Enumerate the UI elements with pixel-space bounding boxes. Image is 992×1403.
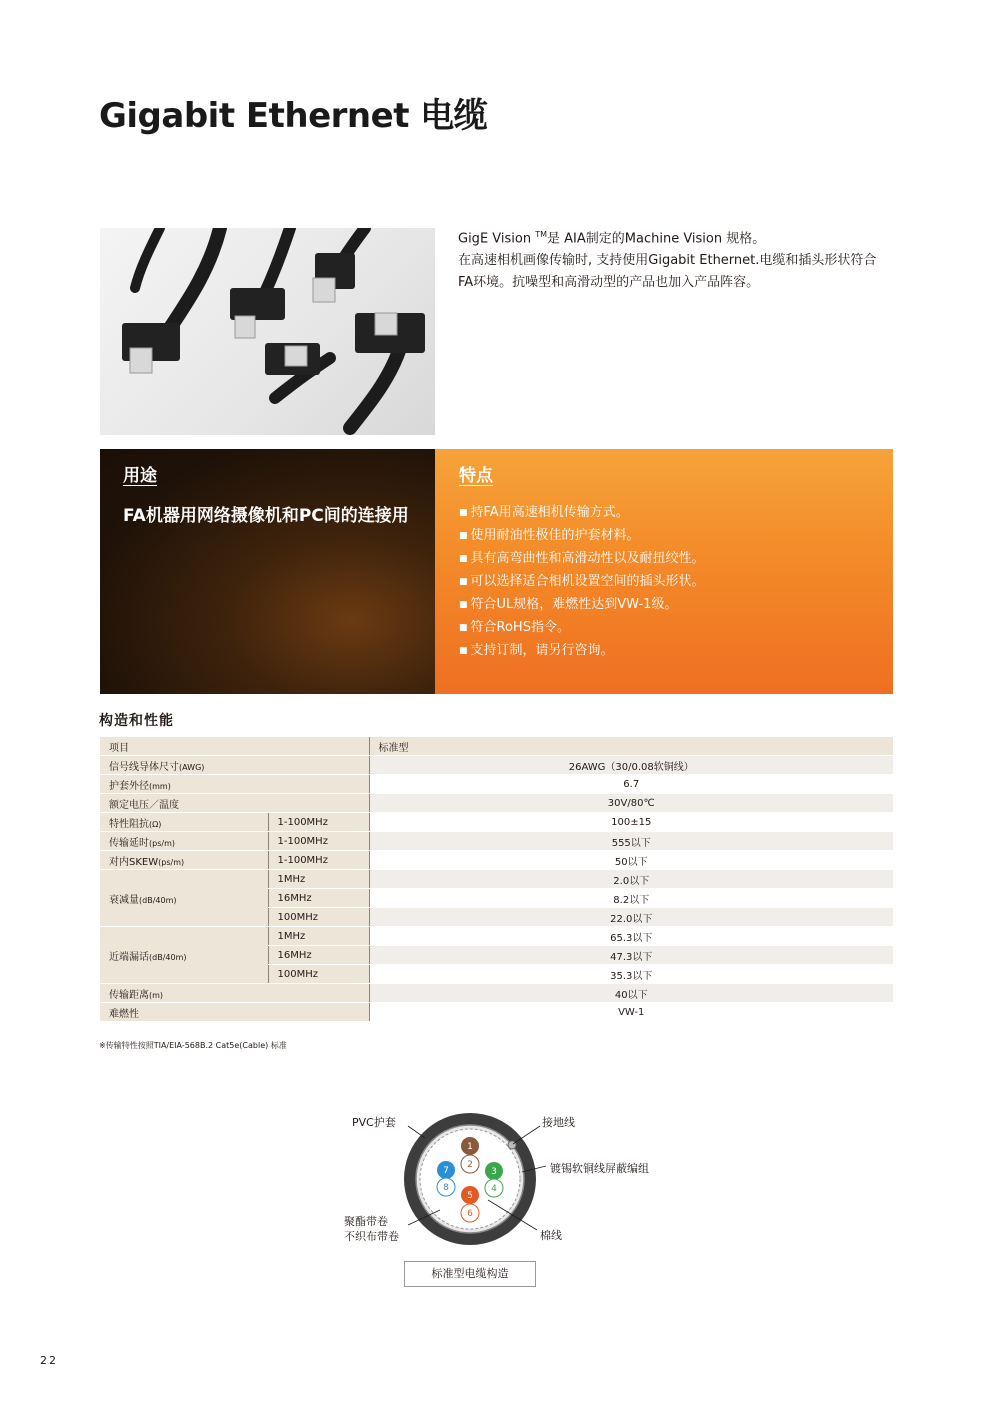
header-item: 项目 — [100, 737, 369, 756]
row-label-text: 衰减量 — [109, 894, 139, 906]
row-value: 555以下 — [369, 832, 893, 851]
diagram-caption: 标准型电缆构造 — [404, 1261, 536, 1287]
row-unit: (mm) — [149, 781, 171, 791]
label-ground-wire: 接地线 — [542, 1116, 575, 1129]
page-title: Gigabit Ethernet 电缆 — [99, 96, 488, 136]
row-label-text: 信号线导体尺寸 — [109, 761, 179, 773]
spec-table — [100, 737, 893, 1022]
table-row — [100, 984, 893, 1003]
row-condition: 100MHz — [268, 965, 369, 984]
feature-item: ■ 符合RoHS指令。 — [459, 617, 705, 640]
row-label: 难燃性 — [100, 1003, 369, 1022]
row-value: 30V/80℃ — [369, 794, 893, 813]
row-label — [100, 813, 268, 832]
row-value: 26AWG（30/0.08软铜线） — [369, 756, 893, 775]
row-condition: 16MHz — [268, 946, 369, 965]
row-label-text: 传输延时 — [109, 837, 149, 849]
row-unit: (m) — [149, 990, 164, 1000]
table-row — [100, 794, 893, 813]
row-label-text: 特性阻抗 — [109, 818, 149, 830]
table-footnote: ※传输特性按照TIA/EIA-568B.2 Cat5e(Cable) 标准 — [99, 1041, 287, 1050]
row-value: 22.0以下 — [369, 908, 893, 927]
row-label — [100, 870, 268, 927]
row-label — [100, 851, 268, 870]
wire-1-label: 1 — [467, 1142, 473, 1152]
row-value: 47.3以下 — [369, 946, 893, 965]
cable-product-photo — [100, 228, 435, 435]
row-label-text: 传输距离 — [109, 989, 149, 1001]
row-condition: 1MHz — [268, 927, 369, 946]
row-label — [100, 775, 369, 794]
table-row — [100, 927, 893, 946]
row-value: 65.3以下 — [369, 927, 893, 946]
row-condition: 100MHz — [268, 908, 369, 927]
label-pvc-jacket: PVC护套 — [352, 1116, 396, 1129]
intro-text — [458, 224, 888, 294]
row-label — [100, 984, 369, 1003]
table-row — [100, 756, 893, 775]
feature-item: ■ 符合UL规格，难燃性达到VW-1级。 — [459, 594, 705, 617]
row-label-text: 对内SKEW — [109, 856, 159, 868]
row-value: 6.7 — [369, 775, 893, 794]
row-condition: 16MHz — [268, 889, 369, 908]
row-label — [100, 756, 369, 775]
row-unit: (dB/40m) — [149, 952, 187, 962]
row-value: 8.2以下 — [369, 889, 893, 908]
row-condition: 1-100MHz — [268, 813, 369, 832]
feature-item: ■ 可以选择适合相机设置空间的插头形状。 — [459, 571, 705, 594]
row-label — [100, 927, 268, 984]
page-number: 22 — [40, 1354, 58, 1367]
usage-panel — [100, 449, 435, 694]
row-condition: 1-100MHz — [268, 832, 369, 851]
table-row — [100, 1003, 893, 1022]
wire-4-label: 4 — [491, 1184, 497, 1194]
table-row — [100, 775, 893, 794]
wire-6-label: 6 — [467, 1209, 473, 1219]
row-value: 40以下 — [369, 984, 893, 1003]
wire-7-label: 7 — [443, 1166, 449, 1176]
row-label-text: 近端漏话 — [109, 951, 149, 963]
row-value: VW-1 — [369, 1003, 893, 1022]
header-standard: 标准型 — [369, 737, 893, 756]
label-polyester-tape: 聚酯带卷 — [344, 1215, 388, 1228]
row-unit: (ps/m) — [149, 838, 175, 848]
ground-wire-shape — [508, 1141, 516, 1149]
label-shield-braid: 镀锡软铜线屏蔽编组 — [550, 1162, 649, 1175]
intro-line-2: 在高速相机画像传输时, 支持使用Gigabit Ethernet.电缆和插头形状符合FA环境。抗噪型和高滑动型的产品也加入产品阵容。 — [458, 253, 877, 291]
row-condition: 1MHz — [268, 870, 369, 889]
row-unit: (ps/m) — [158, 857, 185, 867]
cable-photo-illustration — [100, 228, 435, 435]
row-value: 50以下 — [369, 851, 893, 870]
row-label — [100, 832, 268, 851]
features-heading: 特点 — [459, 466, 493, 486]
feature-item: ■ 支持订制，请另行咨询。 — [459, 640, 705, 663]
features-panel — [435, 449, 893, 694]
usage-heading: 用途 — [123, 466, 157, 486]
table-header-row — [100, 737, 893, 756]
label-nonwoven-tape: 不织布带卷 — [344, 1230, 399, 1243]
row-condition: 1-100MHz — [268, 851, 369, 870]
row-value: 2.0以下 — [369, 870, 893, 889]
wire-2-label: 2 — [467, 1160, 473, 1170]
row-value: 35.3以下 — [369, 965, 893, 984]
wire-5-label: 5 — [467, 1191, 473, 1201]
row-label-text: 护套外径 — [109, 780, 149, 792]
feature-item: ■ 持FA用高速相机传输方式。 — [459, 502, 705, 525]
intro-gige-vision: GigE Vision — [458, 231, 536, 247]
table-row — [100, 851, 893, 870]
row-label: 额定电压／温度 — [100, 794, 369, 813]
row-unit: (Ω) — [149, 819, 162, 829]
trademark-mark: TM — [535, 230, 548, 239]
row-unit: (dB/40m) — [139, 895, 177, 905]
feature-item: ■ 具有高弯曲性和高滑动性以及耐扭绞性。 — [459, 548, 705, 571]
feature-item: ■ 使用耐油性极佳的护套材料。 — [459, 525, 705, 548]
label-cotton-thread: 棉线 — [540, 1229, 562, 1242]
intro-line-1 — [458, 224, 888, 250]
table-row — [100, 832, 893, 851]
spec-section-title: 构造和性能 — [99, 713, 174, 729]
wire-8-label: 8 — [443, 1183, 449, 1193]
row-value: 100±15 — [369, 813, 893, 832]
features-list — [459, 502, 705, 663]
table-row — [100, 870, 893, 889]
table-row — [100, 813, 893, 832]
intro-aia-standard: 是 AIA制定的Machine Vision 规格。 — [547, 231, 766, 247]
wire-3-label: 3 — [491, 1167, 497, 1177]
usage-body: FA机器用网络摄像机和PC间的连接用 — [123, 506, 409, 526]
row-unit: (AWG) — [179, 762, 205, 772]
